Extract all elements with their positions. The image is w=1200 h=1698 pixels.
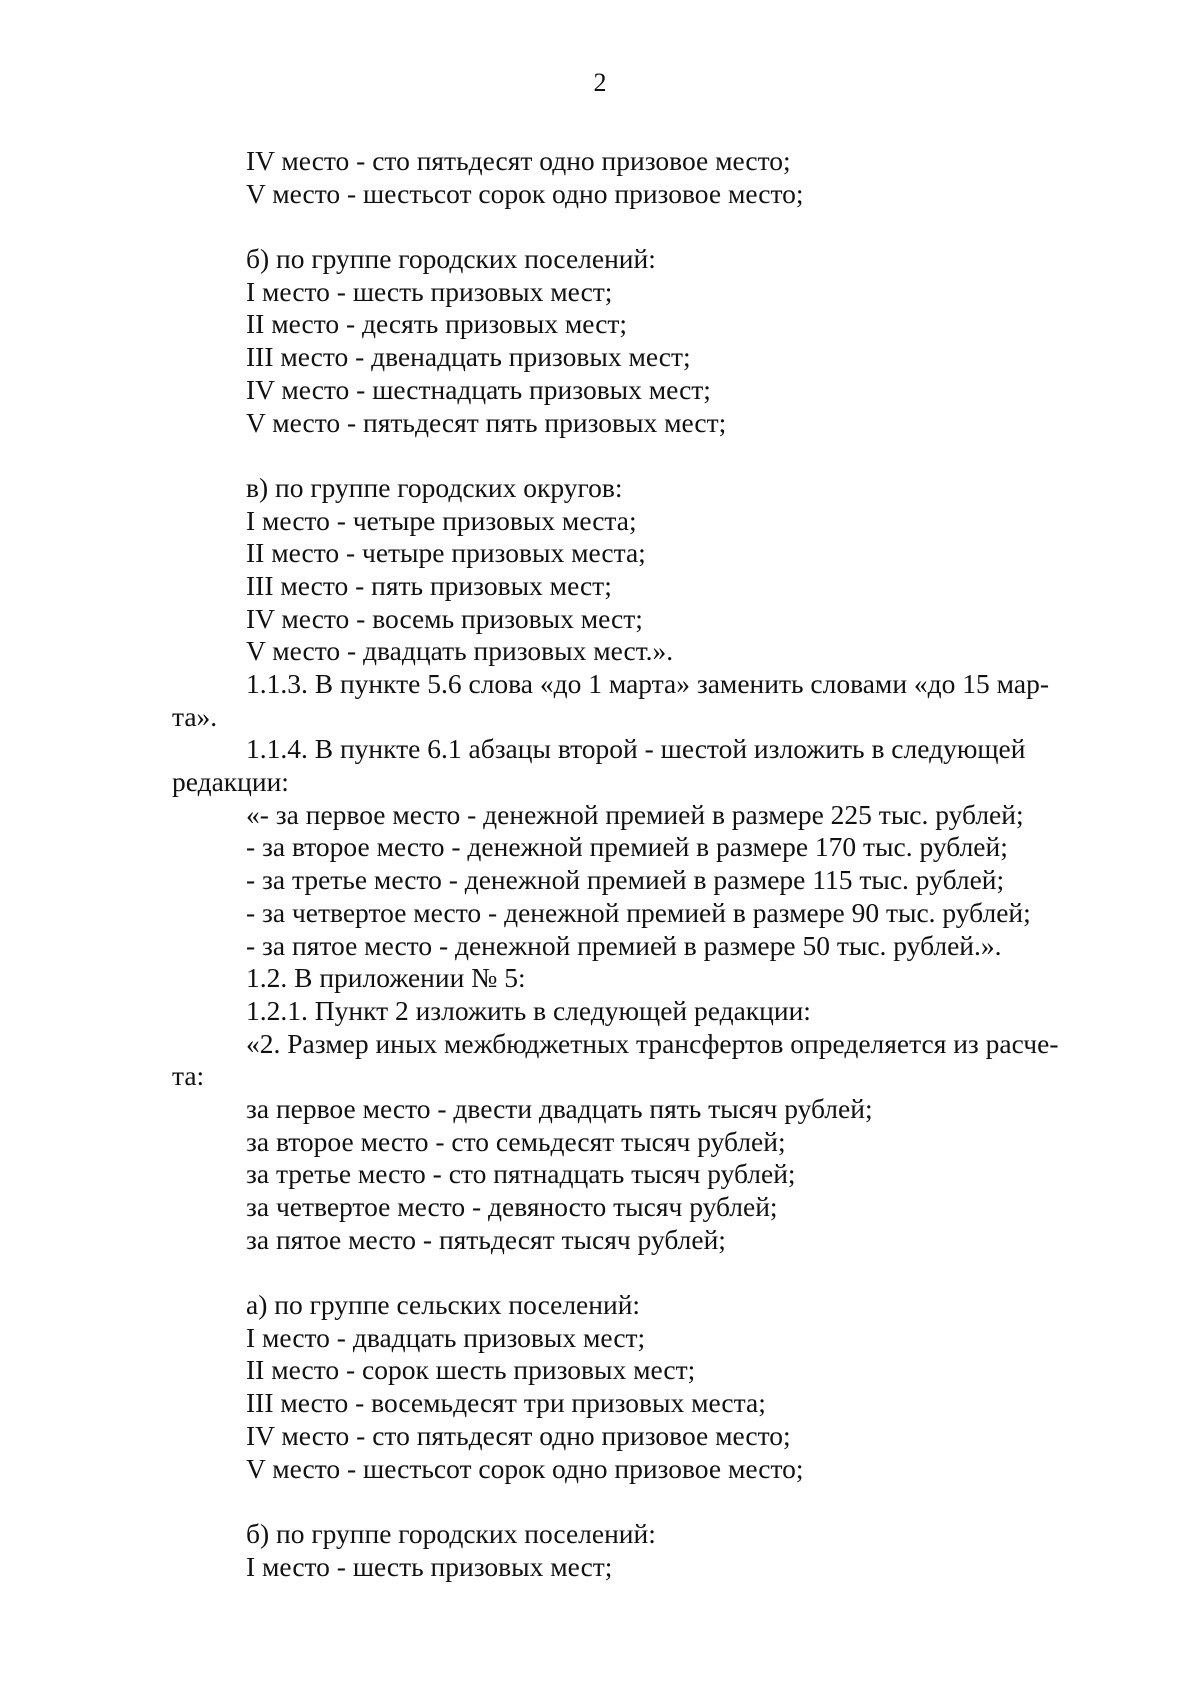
text-line: I место - шесть призовых мест;	[246, 275, 613, 307]
text-line: III место - двенадцать призовых мест;	[246, 341, 691, 373]
text-line: III место - пять призовых мест;	[246, 569, 612, 601]
blank-line	[0, 210, 1200, 243]
text-line: V место - шестьсот сорок одно призовое место;	[246, 1452, 804, 1484]
text-line: III место - восемьдесят три призовых места;	[246, 1387, 766, 1419]
blank-line	[0, 1256, 1200, 1289]
text-line: - за второе место - денежной премией в размере 170 тыс. рублей;	[246, 831, 1008, 863]
text-line: за третье место - сто пятнадцать тысяч рублей;	[246, 1158, 796, 1190]
text-line: та».	[172, 700, 218, 732]
text-line: IV место - шестнадцать призовых мест;	[246, 373, 711, 405]
text-line: - за четвертое место - денежной премией в размере 90 тыс. рублей;	[246, 896, 1031, 928]
text-line: 1.1.4. В пункте 6.1 абзацы второй - шестой изложить в следующей	[246, 733, 1026, 765]
text-line: IV место - сто пятьдесят одно призовое место;	[246, 145, 791, 176]
text-line: - за пятое место - денежной премией в размере 50 тыс. рублей.».	[246, 929, 1002, 961]
blank-line	[0, 1485, 1200, 1518]
text-line: - за третье место - денежной премией в размере 115 тыс. рублей;	[246, 864, 1005, 896]
text-line: в) по группе городских округов:	[246, 471, 623, 503]
text-line: I место - четыре призовых места;	[246, 504, 637, 536]
text-line: «- за первое место - денежной премией в размере 225 тыс. рублей;	[246, 798, 1024, 830]
text-line: за четвертое место - девяносто тысяч рублей;	[246, 1191, 778, 1222]
text-line: I место - шесть призовых мест;	[246, 1550, 613, 1582]
text-line: за пятое место - пятьдесят тысяч рублей;	[246, 1223, 726, 1255]
text-line: та:	[172, 1060, 205, 1092]
text-line: б) по группе городских поселений:	[246, 243, 656, 275]
text-line: II место - десять призовых мест;	[246, 308, 628, 340]
text-line: за первое место - двести двадцать пять тысяч рублей;	[246, 1092, 873, 1124]
document-body	[0, 145, 1200, 1583]
text-line: V место - пятьдесят пять призовых мест;	[246, 406, 727, 438]
text-line: а) по группе сельских поселений:	[246, 1289, 641, 1321]
text-line: 1.2.1. Пункт 2 изложить в следующей редакции:	[246, 994, 811, 1026]
text-line: IV место - восемь призовых мест;	[246, 602, 643, 634]
text-line: б) по группе городских поселений:	[246, 1517, 656, 1549]
text-line: V место - двадцать призовых мест.».	[246, 635, 674, 667]
text-line: 1.2. В приложении № 5:	[246, 962, 526, 994]
text-line: «2. Размер иных межбюджетных трансфертов определяется из расче-	[246, 1027, 1059, 1059]
text-line: II место - сорок шесть призовых мест;	[246, 1354, 696, 1386]
text-line: за второе место - сто семьдесят тысяч рублей;	[246, 1125, 786, 1157]
blank-line	[0, 439, 1200, 472]
page-number: 2	[593, 68, 607, 97]
text-line: V место - шестьсот сорок одно призовое место;	[246, 177, 804, 209]
text-line: редакции:	[172, 766, 289, 798]
text-line: I место - двадцать призовых мест;	[246, 1321, 646, 1353]
text-line: IV место - сто пятьдесят одно призовое место;	[246, 1419, 791, 1451]
text-line: II место - четыре призовых места;	[246, 537, 646, 569]
text-line: 1.1.3. В пункте 5.6 слова «до 1 марта» заменить словами «до 15 мар-	[246, 668, 1049, 699]
